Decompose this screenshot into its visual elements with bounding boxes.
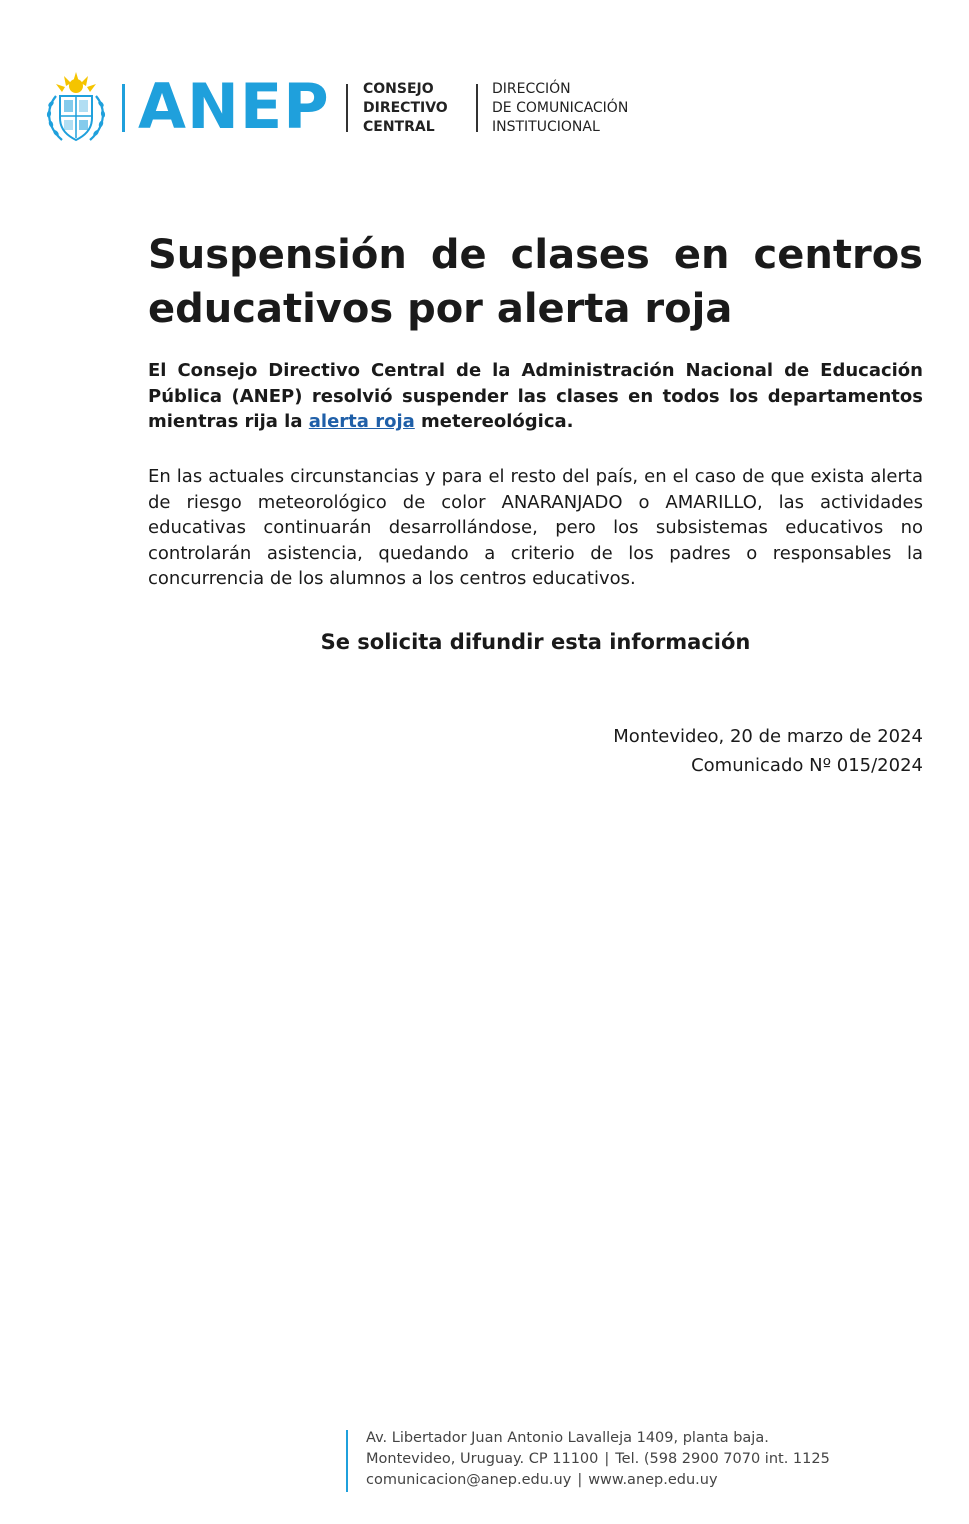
communique-number: Comunicado Nº 015/2024 <box>691 755 923 776</box>
red-alert-link[interactable]: alerta roja <box>308 411 415 432</box>
circumstances-paragraph: En las actuales circunstancias y para el resto del país, en el caso de que exista alerta de riesgo meteorológico de color ANARANJADO o AMARILLO, las actividades educativas continuarán desarrollándose, pero los subsistemas educativos no controlarán asistencia, quedando a criterio de los padres o responsables la concurrencia de los alumnos a los centros educativos. <box>148 466 923 589</box>
footer-phone: Tel. (598 2900 7070 int. 1125 <box>615 1451 830 1467</box>
page-title-line: educativos por alerta roja <box>148 286 733 332</box>
footer-website-link[interactable]: www.anep.edu.uy <box>588 1472 718 1488</box>
footer-web: comunicacion@anep.edu.uy | www.anep.edu.uy <box>366 1472 718 1488</box>
header-divider <box>476 84 478 132</box>
page-title-line: Suspensión de clases en centros <box>148 232 923 278</box>
place-date: Montevideo, 20 de marzo de 2024 <box>613 726 923 747</box>
page-title <box>148 228 923 336</box>
header-divider <box>122 84 125 132</box>
signature-block <box>613 722 923 780</box>
footer-divider <box>346 1430 348 1492</box>
anep-logo: ANEP <box>138 70 330 143</box>
dissemination-request: Se solicita difundir esta información <box>320 630 751 654</box>
coat-of-arms-icon <box>44 70 108 146</box>
resolution-paragraph: El Consejo Directivo Central de la Administración Nacional de Educación Pública (ANEP) resolvió suspender las clases en todos los departamentos mientras rija la alerta roja metereológica. <box>148 360 923 432</box>
header-divider <box>346 84 348 132</box>
footer-email-link[interactable]: comunicacion@anep.edu.uy <box>366 1472 572 1488</box>
footer-contact <box>366 1428 830 1491</box>
letterhead <box>44 68 684 148</box>
footer-address: Av. Libertador Juan Antonio Lavalleja 1409, planta baja. <box>366 1430 769 1446</box>
council-name: CONSEJO DIRECTIVO CENTRAL <box>363 81 448 135</box>
department-name: DIRECCIÓN DE COMUNICACIÓN INSTITUCIONAL <box>492 81 629 135</box>
footer-city-phone: Montevideo, Uruguay. CP 11100 | Tel. (598 2900 7070 int. 1125 <box>366 1451 830 1467</box>
